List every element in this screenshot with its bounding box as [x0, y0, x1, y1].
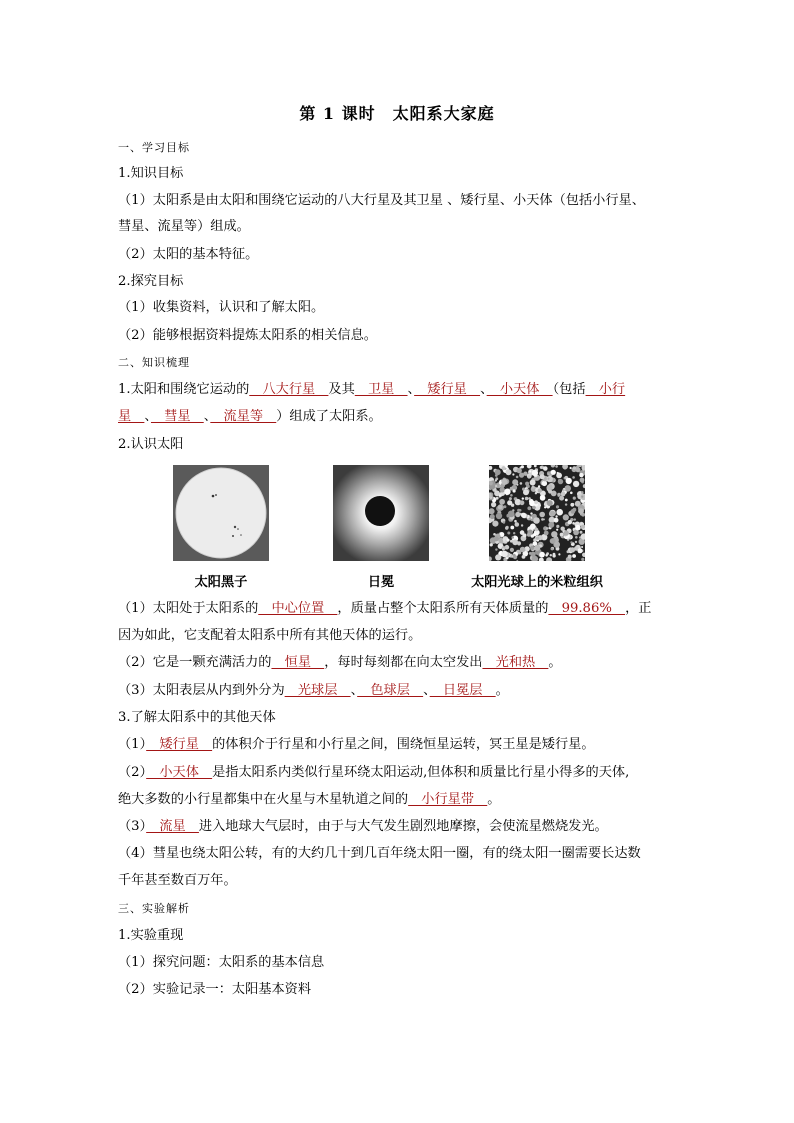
knowledge-goal-2: （2）太阳的基本特征。 — [118, 247, 259, 262]
text: ，每时每刻都在向太空发出 — [324, 655, 483, 670]
answer-blank: 小天体 — [486, 382, 553, 397]
sun-fact-2 — [118, 653, 678, 673]
question-1-line-1 — [118, 380, 678, 400]
sun-fact-1-line-2: 因为如此，它支配着太阳系中所有其他天体的运行。 — [118, 628, 422, 643]
other-body-2-line-1 — [118, 763, 678, 783]
answer-blank: 小天体 — [146, 765, 213, 780]
text: ，正 — [625, 601, 652, 616]
answer-blank: 矮行星 — [146, 737, 213, 752]
question-1-line-2 — [118, 407, 678, 427]
knowledge-goal-heading: 1.知识目标 — [118, 166, 184, 181]
experiment-heading: 1.实验重现 — [118, 928, 184, 943]
answer-blank: 中心位置 — [258, 601, 338, 616]
answer-blank: 彗星 — [150, 409, 204, 424]
text: 、 — [423, 683, 430, 698]
text: （1） — [118, 737, 147, 752]
answer-blank: 卫星 — [354, 382, 408, 397]
answer-blank: 星 — [118, 409, 145, 424]
answer-blank: 矮行星 — [414, 382, 481, 397]
page-title: 第 1 课时 太阳系大家庭 — [299, 104, 495, 123]
corona-image — [333, 465, 429, 561]
answer-blank: 日冕层 — [429, 683, 496, 698]
question-2-heading: 2.认识太阳 — [118, 437, 184, 452]
text: 、 — [350, 683, 358, 698]
answer-blank: 99.86% — [548, 601, 626, 616]
other-body-4-line-1: （4）彗星也绕太阳公转，有的大约几十到几百年绕太阳一圈，有的绕太阳一圈需要长达数 — [118, 846, 641, 861]
text: （包括 — [552, 382, 586, 397]
other-body-3 — [118, 817, 678, 837]
text: ，质量占整个太阳系所有天体质量的 — [337, 601, 549, 616]
text: （3）太阳表层从内到外分为 — [118, 683, 285, 698]
text: （3） — [118, 819, 147, 834]
explore-goal-1: （1）收集资料，认识和了解太阳。 — [118, 300, 325, 315]
section-heading-experiment: 三、实验解析 — [118, 902, 190, 915]
sun-fact-3 — [118, 681, 678, 701]
text: ）组成了太阳系。 — [276, 409, 382, 424]
text: （2） — [118, 765, 147, 780]
granulation-image — [489, 465, 585, 561]
caption-granulation: 太阳光球上的米粒组织 — [471, 575, 603, 590]
text: （1）太阳处于太阳系的 — [118, 601, 259, 616]
other-body-4-line-2: 千年甚至数百万年。 — [118, 873, 237, 888]
answer-blank: 流星 — [146, 819, 199, 834]
knowledge-goal-1b: 彗星、流星等）组成。 — [118, 219, 250, 234]
text: 、 — [144, 409, 151, 424]
text: 、 — [203, 409, 211, 424]
answer-blank: 色球层 — [357, 683, 424, 698]
text: 、 — [480, 382, 487, 397]
sunspot-image — [173, 465, 269, 561]
text: （2）它是一颗充满活力的 — [118, 655, 272, 670]
text: 的体积介于行星和小行星之间，围绕恒星运转，冥王星是矮行星。 — [212, 737, 595, 752]
answer-blank: 小行 — [585, 382, 626, 397]
answer-blank: 八大行星 — [249, 382, 329, 397]
answer-blank: 光和热 — [482, 655, 549, 670]
experiment-line-1: （1）探究问题：太阳系的基本信息 — [118, 955, 325, 970]
answer-blank: 小行星带 — [408, 792, 488, 807]
question-3-heading: 3.了解太阳系中的其他天体 — [118, 710, 276, 725]
caption-corona: 日冕 — [367, 575, 395, 590]
knowledge-goal-1a: （1）太阳系是由太阳和围绕它运动的八大行星及其卫星 、矮行星、小天体（包括小行星、 — [118, 193, 645, 208]
section-heading-knowledge: 二、知识梳理 — [118, 356, 190, 369]
text: 。 — [487, 792, 501, 807]
explore-goal-2: （2）能够根据资料提炼太阳系的相关信息。 — [118, 328, 377, 343]
experiment-line-2: （2）实验记录一：太阳基本资料 — [118, 982, 312, 997]
text: 是指太阳系内类似行星环绕太阳运动,但体积和质量比行星小得多的天体, — [212, 765, 630, 780]
explore-goal-heading: 2.探究目标 — [118, 274, 184, 289]
text: 。 — [548, 655, 562, 670]
other-body-2-line-2 — [118, 790, 678, 810]
answer-blank: 光球层 — [284, 683, 351, 698]
answer-blank: 恒星 — [271, 655, 325, 670]
text: 、 — [407, 382, 415, 397]
text: 。 — [495, 683, 509, 698]
sun-fact-1-line-1 — [118, 599, 678, 619]
other-body-1 — [118, 735, 678, 755]
text: 1.太阳和围绕它运动的 — [118, 382, 250, 397]
text: 及其 — [328, 382, 355, 397]
text: 进入地球大气层时，由于与大气发生剧烈地摩擦，会使流星燃烧发光。 — [198, 819, 608, 834]
text: 绝大多数的小行星都集中在火星与木星轨道之间的 — [118, 792, 409, 807]
answer-blank: 流星等 — [210, 409, 277, 424]
section-heading-learning-goals: 一、学习目标 — [118, 141, 190, 154]
caption-sunspot: 太阳黑子 — [194, 575, 248, 590]
